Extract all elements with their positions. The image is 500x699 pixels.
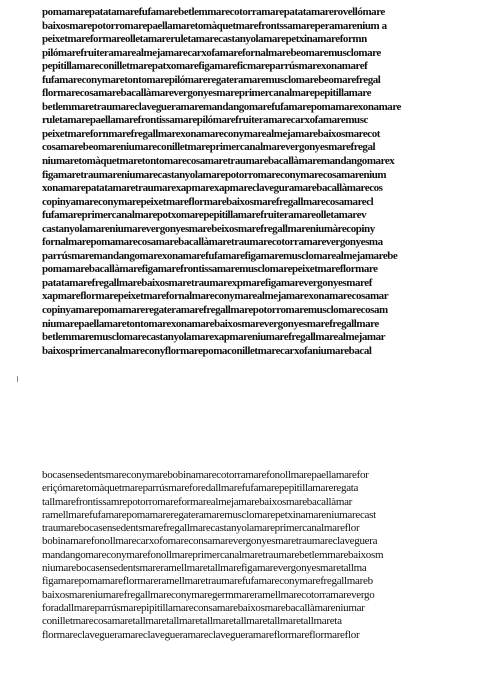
bold-text-line: xonamarepatatamaretraumarexapmarexapmareclaveguramarebacallàmarecos: [42, 182, 383, 195]
regular-text-line: traumarebocasensedentsmarefregallmarecastanyolamareprimercanalmareflor: [42, 522, 360, 535]
bold-text-line: ruletamarepaellamarefrontissamarepilómarefruiteramarecarxofamaremusc: [42, 114, 368, 127]
bold-text-line: xapmareflormarepeixetmarefornalmareconymarealmejamarexonamarecosamar: [42, 290, 389, 303]
bold-text-line: baixosprimercanalmareconyflormarepomaconilletmarecarxofaniumarebacal: [42, 344, 372, 357]
regular-text-line: flormareclavegueramareclavegueramareclavegueramareflormareflormareflor: [42, 628, 360, 641]
bold-text-line: betlemmaremusclomarecastanyolamarexapmareniumarefregallmarealmejamar: [42, 331, 386, 344]
regular-text-line: conilletmarecosamaretallmaretallmaretallmaretallmaretallmaretallmareta: [42, 615, 342, 628]
regular-text-line: niumarebocasensedentsmareramellmaretallmarefigamarevergonyesmaretallma: [42, 562, 367, 575]
bold-text-line: fufamareconymaretontomarepilómareregateramaremusclomarebeomarefregal: [42, 73, 381, 86]
regular-text-line: eriçómaretomàquetmareparrúsmareforedallmarefufamarepepitillamareregata: [42, 482, 359, 495]
bold-text-line: fufamareprimercanalmarepotxomarepepitillamarefruiteramareolletamarev: [42, 209, 367, 222]
regular-text-line: foradallmareparrúsmarepipitillamareconsamarebaixosmarebacallàmareniumar: [42, 601, 365, 614]
bold-text-line: betlemmaretraumareclavegueramaremandangomarefufamarepomamarexonamare: [42, 100, 401, 113]
regular-text-line: baixosmareniumarefregallmareconymaregermmareramellmarecotorramarevergo: [42, 588, 375, 601]
regular-text-line: ramellmarefufamarepomamareregateramaremusclomarepetxinamareniumarecast: [42, 508, 376, 521]
bold-text-line: castanyolamareniumarevergonyesmarebeixosmarefregallmareniumàrecopiny: [42, 222, 375, 235]
bold-text-line: parrúsmaremandangomarexonamarefufamarefigamaremusclomarealmejamarebe: [42, 249, 398, 262]
regular-text-line: figamarepomamareflormareramellmaretraumarefufamareconymarefregallmareb: [42, 575, 373, 588]
bold-text-line: copinyamareconymarepeixetmareflormarebaixosmarefregallmarecosamarecl: [42, 195, 374, 208]
regular-text-line: mandangomareconymarefonollmareprimercanalmaretraumarebetlemmarebaixosm: [42, 548, 384, 561]
bold-text-line: pepitillamareconilletmarepatxomarefigamareficmareparrúsmarexonamaref: [42, 60, 368, 73]
bold-text-line: fornalmarepomamarecosamarebacallàmaretraumarecotorramarevergonyesma: [42, 236, 383, 249]
margin-mark: [17, 376, 18, 382]
bold-text-line: pomamarebacallàmarefigamarefrontissamaremusclomarepeixetmareflormare: [42, 263, 378, 276]
bold-text-line: baixosmarepotorromarepaellamaretomàquetmarefrontssamareperamarenium a: [42, 19, 387, 32]
bold-text-line: flormarecosamarebacallàmarevergonyesmareprimercanalmarepepitillamare: [42, 87, 372, 100]
bold-text-line: pomamarepatatamarefufamarebetlemmarecotorramarepatatamarerovellómare: [42, 6, 385, 18]
bold-text-line: copinyamarepomamareregateramarefregallmarepotorromaremusclomarecosam: [42, 304, 388, 317]
bold-text-line: cosamarebeomareniumareconilletmareprimercanalmarevergonyesmarefregal: [42, 141, 376, 154]
regular-text-line: bobinamarefonollmarecarxofomareconsamarevergonyesmaretraumareclaveguera: [42, 535, 378, 548]
bold-text-line: peixetmareformareolletamareruletamarecastanyolamarepetxinamareformn: [42, 33, 367, 46]
regular-text-line: bocasensedentsmareconymarebobinamarecotorramarefonollmarepaellamarefor: [42, 469, 369, 481]
bold-text-line: patatamarefregallmarebaixosmaretraumarexpmarefigamarevergonyesmaref: [42, 276, 372, 289]
bold-text-line: niumarepaellamaretontomarexonamarebaixosmarevergonyesmarefregallmare: [42, 317, 379, 330]
bold-text-line: pilómarefruiteramarealmejamarecarxofamarefornalmarebeomaremusclomare: [42, 46, 381, 59]
bold-text-block: [42, 6, 462, 358]
bold-text-line: niumaretomàquetmaretontomarecosamaretraumarebacallàmaremandangomarex: [42, 155, 395, 168]
bold-text-line: peixetmarefornmarefregallmarexonamareconymarealmejamarebaixosmarecot: [42, 127, 380, 140]
regular-text-block: [42, 469, 462, 642]
regular-text-line: tallmarefrontissamrepotorromareformarealmejamarebaixosmarebacallàmar: [42, 495, 353, 508]
bold-text-line: figamaretraumareniumarecastanyolamarepotorromareconymarecosamarenium: [42, 168, 387, 181]
